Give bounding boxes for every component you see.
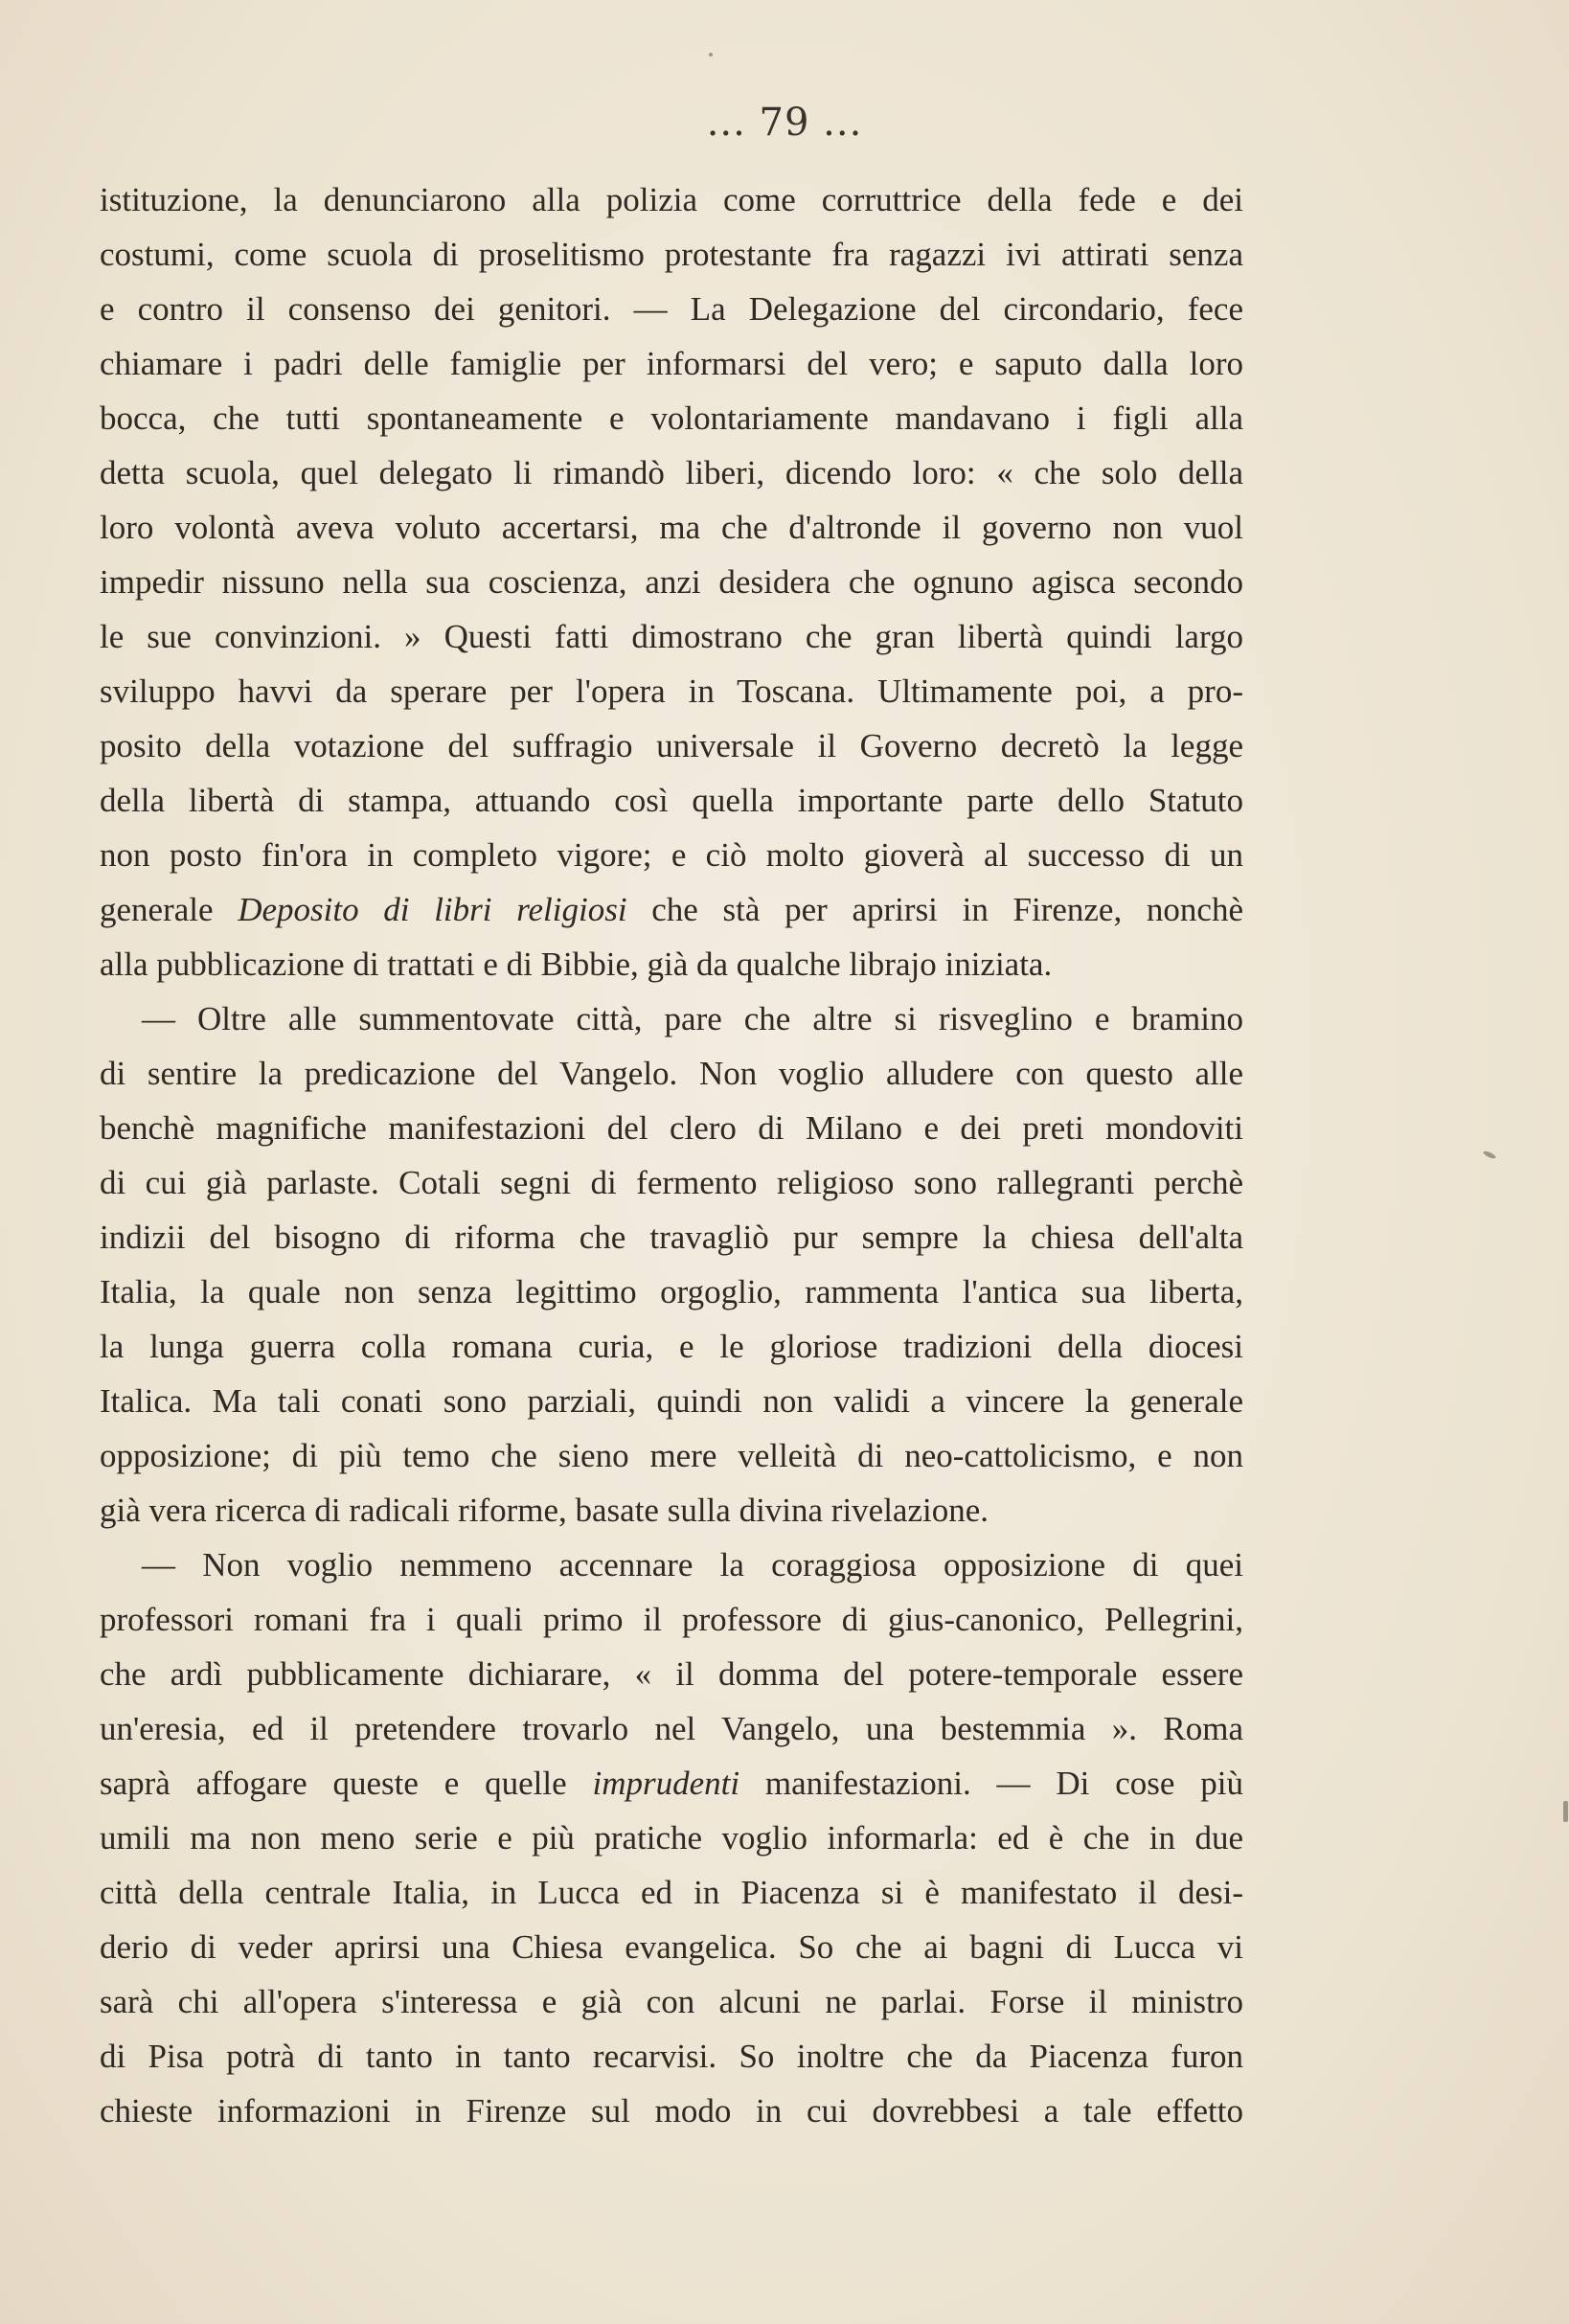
text-line: di cui già parlaste. Cotali segni di fermento religioso sono rallegranti perchè: [100, 1164, 1243, 1201]
text-line: chieste informazioni in Firenze sul modo in cui dovrebbesi a tale effetto: [100, 2092, 1243, 2130]
text-line: città della centrale Italia, in Lucca ed in Piacenza si è manifestato il desi-: [100, 1874, 1243, 1911]
italic-title: Deposito di libri religiosi: [238, 891, 627, 928]
text-line: bocca, che tutti spontaneamente e volontariamente mandavano i figli alla: [100, 399, 1243, 437]
text-line: — Non voglio nemmeno accennare la coraggiosa opposizione di quei: [142, 1546, 1243, 1584]
text-line: istituzione, la denunciarono alla polizia come corruttrice della fede e dei: [100, 181, 1243, 218]
text-line: della libertà di stampa, attuando così quella importante parte dello Statuto: [100, 782, 1243, 819]
text-line: chiamare i padri delle famiglie per informarsi del vero; e saputo dalla loro: [100, 345, 1243, 382]
text-line: loro volontà aveva voluto accertarsi, ma che d'altronde il governo non vuol: [100, 509, 1243, 546]
text-line: Italia, la quale non senza legittimo orgoglio, rammenta l'antica sua liberta,: [100, 1273, 1243, 1310]
ink-speck: [1483, 1150, 1497, 1159]
text-line: le sue convinzioni. » Questi fatti dimostrano che gran libertà quindi largo: [100, 618, 1243, 655]
text-line: detta scuola, quel delegato li rimandò liberi, dicendo loro: « che solo della: [100, 454, 1243, 491]
text-line: costumi, come scuola di proselitismo protestante fra ragazzi ivi attirati senza: [100, 236, 1243, 273]
text-line: già vera ricerca di radicali riforme, basate sulla divina rivelazione.: [100, 1492, 989, 1529]
text-span: che stà per aprirsi in Firenze, nonchè: [626, 891, 1243, 928]
text-line: e contro il consenso dei genitori. — La Delegazione del circondario, fece: [100, 290, 1243, 328]
body-text: [100, 172, 1243, 2138]
text-span: saprà affogare queste e quelle: [100, 1765, 593, 1802]
text-line: alla pubblicazione di trattati e di Bibbie, già da qualche librajo iniziata.: [100, 946, 1053, 983]
text-line: sarà chi all'opera s'interessa e già con alcuni ne parlai. Forse il ministro: [100, 1983, 1243, 2020]
text-span: manifestazioni. — Di cose più: [739, 1765, 1243, 1802]
text-line: che ardì pubblicamente dichiarare, « il domma del potere-temporale essere: [100, 1655, 1243, 1693]
text-line: un'eresia, ed il pretendere trovarlo nel Vangelo, una bestemmia ». Roma: [100, 1710, 1243, 1747]
text-line: — Oltre alle summentovate città, pare che altre si risveglino e bramino: [142, 1000, 1243, 1037]
ink-speck: [1563, 1801, 1568, 1822]
text-line: derio di veder aprirsi una Chiesa evangelica. So che ai bagni di Lucca vi: [100, 1928, 1243, 1966]
text-line: [100, 1756, 1243, 1811]
text-line: [100, 882, 1243, 937]
ink-speck: [709, 53, 713, 57]
text-line: non posto fin'ora in completo vigore; e ciò molto gioverà al successo di un: [100, 836, 1243, 874]
page-number: ... 79 ...: [706, 101, 863, 145]
text-line: posito della votazione del suffragio universale il Governo decretò la legge: [100, 727, 1243, 764]
text-line: professori romani fra i quali primo il professore di gius-canonico, Pellegrini,: [100, 1601, 1243, 1638]
italic-title: imprudenti: [592, 1765, 740, 1802]
text-line: di sentire la predicazione del Vangelo. Non voglio alludere con questo alle: [100, 1055, 1243, 1092]
text-line: la lunga guerra colla romana curia, e le gloriose tradizioni della diocesi: [100, 1328, 1243, 1365]
text-line: sviluppo havvi da sperare per l'opera in Toscana. Ultimamente poi, a pro-: [100, 672, 1243, 710]
text-line: benchè magnifiche manifestazioni del clero di Milano e dei preti mondoviti: [100, 1109, 1243, 1147]
text-line: Italica. Ma tali conati sono parziali, quindi non validi a vincere la generale: [100, 1382, 1243, 1420]
text-span: generale: [100, 891, 239, 928]
text-line: opposizione; di più temo che sieno mere velleità di neo-cattolicismo, e non: [100, 1437, 1243, 1474]
text-line: impedir nissuno nella sua coscienza, anzi desidera che ognuno agisca secondo: [100, 563, 1243, 601]
text-line: indizii del bisogno di riforma che travagliò pur sempre la chiesa dell'alta: [100, 1219, 1243, 1256]
text-line: umili ma non meno serie e più pratiche voglio informarla: ed è che in due: [100, 1819, 1243, 1857]
text-line: di Pisa potrà di tanto in tanto recarvisi. So inoltre che da Piacenza furon: [100, 2038, 1243, 2075]
